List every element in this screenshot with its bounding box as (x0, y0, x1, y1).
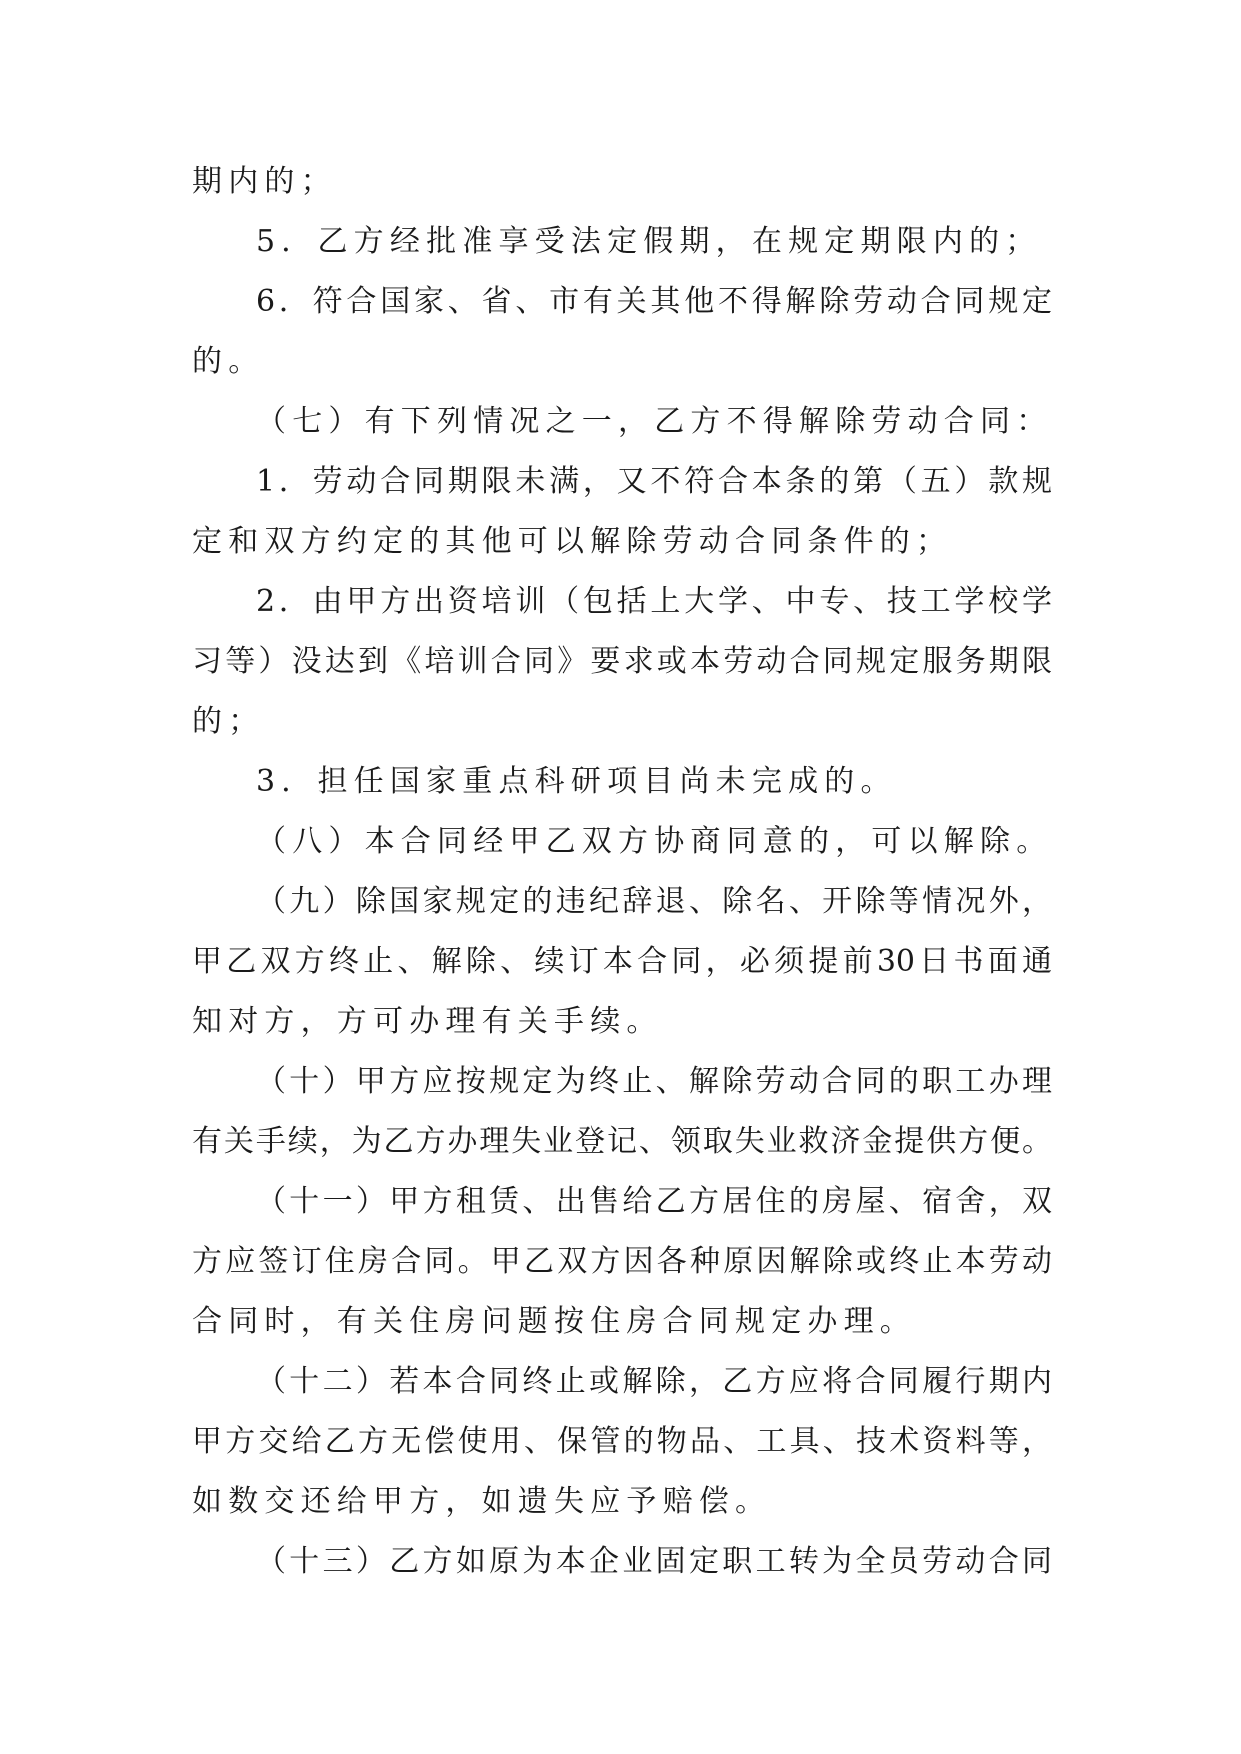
document-page (192, 152, 1052, 1592)
text-line: 的。 (192, 344, 265, 379)
text-line: 期内的； (192, 164, 337, 199)
text-line: （十）甲方应按规定为终止、解除劳动合同的职工办理 (256, 1064, 1052, 1099)
text-line: （十三）乙方如原为本企业固定职工转为全员劳动合同 (256, 1544, 1052, 1579)
text-line: （十一）甲方租赁、出售给乙方居住的房屋、宿舍，双 (256, 1184, 1052, 1219)
text-line: 的； (192, 704, 265, 739)
text-line: （八）本合同经甲乙双方协商同意的，可以解除。 (256, 824, 1053, 859)
text-line: （七）有下列情况之一，乙方不得解除劳动合同： (256, 404, 1053, 439)
text-line: 有关手续，为乙方办理失业登记、领取失业救济金提供方便。 (192, 1124, 1052, 1159)
text-line: 5．乙方经批准享受法定假期，在规定期限内的； (256, 224, 1042, 259)
text-line: 甲方交给乙方无偿使用、保管的物品、工具、技术资料等， (192, 1424, 1052, 1459)
text-line: 甲乙双方终止、解除、续订本合同，必须提前30日书面通 (192, 944, 1052, 979)
text-line: 习等）没达到《培训合同》要求或本劳动合同规定服务期限 (192, 644, 1052, 679)
text-line: 1．劳动合同期限未满，又不符合本条的第（五）款规 (256, 464, 1052, 499)
text-line: 定和双方约定的其他可以解除劳动合同条件的； (192, 524, 953, 559)
text-line: 2．由甲方出资培训（包括上大学、中专、技工学校学 (256, 584, 1052, 619)
text-line: 如数交还给甲方，如遗失应予赔偿。 (192, 1484, 772, 1519)
text-line: 6．符合国家、省、市有关其他不得解除劳动合同规定 (256, 284, 1052, 319)
text-line: 合同时，有关住房问题按住房合同规定办理。 (192, 1304, 916, 1339)
text-line: 方应签订住房合同。甲乙双方因各种原因解除或终止本劳动 (192, 1244, 1052, 1279)
text-line: 知对方，方可办理有关手续。 (192, 1004, 663, 1039)
text-line: （十二）若本合同终止或解除，乙方应将合同履行期内 (256, 1364, 1052, 1399)
text-line: 3．担任国家重点科研项目尚未完成的。 (256, 764, 897, 799)
text-line: （九）除国家规定的违纪辞退、除名、开除等情况外， (256, 884, 1052, 919)
